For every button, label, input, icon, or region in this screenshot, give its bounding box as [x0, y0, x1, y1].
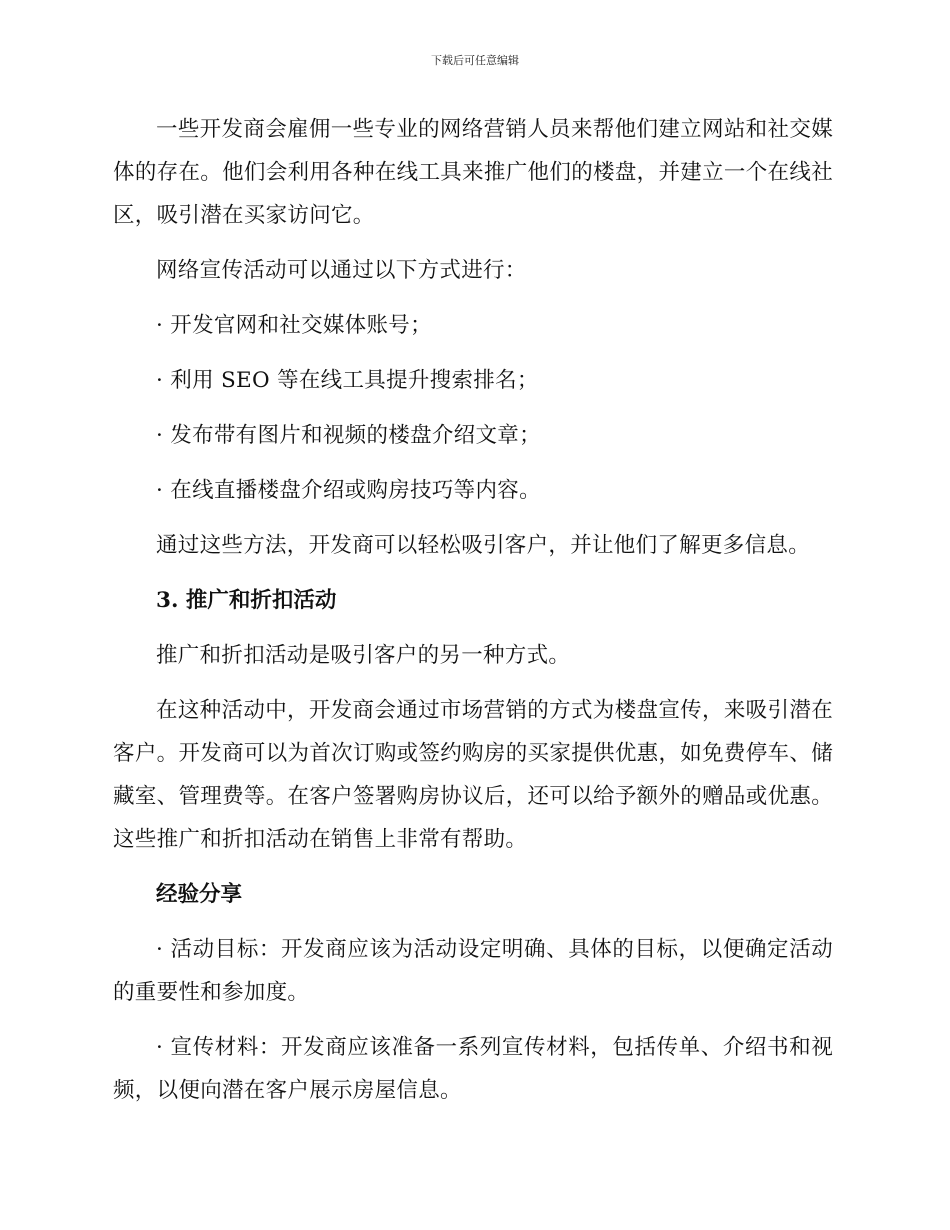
- bullet-articles: · 发布带有图片和视频的楼盘介绍文章；: [156, 423, 541, 448]
- paragraph-promotions-detail: 在这种活动中，开发商会通过市场营销的方式为楼盘宣传，来吸引潜在客户。开发商可以为首次订购或签约购房的买家提供优惠，如免费停车、储藏室、管理费等。在客户签署购房协议后，还可以给予额外的赠品或优惠。这些推广和折扣活动在销售上非常有帮助。: [113, 698, 833, 852]
- page-header: 下载后可任意编辑: [431, 54, 519, 67]
- paragraph-online-methods-intro: 网络宣传活动可以通过以下方式进行：: [156, 258, 527, 283]
- bullet-seo: · 利用 SEO 等在线工具提升搜索排名；: [156, 368, 539, 393]
- paragraph-online-marketers: 一些开发商会雇佣一些专业的网络营销人员来帮他们建立网站和社交媒体的存在。他们会利用各种在线工具来推广他们的楼盘，并建立一个在线社区，吸引潜在买家访问它。: [113, 117, 833, 228]
- paragraph-promotions-intro: 推广和折扣活动是吸引客户的另一种方式。: [156, 643, 571, 668]
- bullet-activity-goals: · 活动目标：开发商应该为活动设定明确、具体的目标，以便确定活动的重要性和参加度。: [113, 937, 833, 1005]
- bullet-promo-materials: · 宣传材料：开发商应该准备一系列宣传材料，包括传单、介绍书和视频，以便向潜在客户展示房屋信息。: [113, 1035, 833, 1103]
- section-heading-promotions: 3. 推广和折扣活动: [156, 588, 337, 613]
- bullet-livestream: · 在线直播楼盘介绍或购房技巧等内容。: [156, 478, 541, 503]
- bullet-official-site: · 开发官网和社交媒体账号；: [156, 313, 432, 338]
- document-body: [113, 108, 833, 1124]
- section-heading-experience: 经验分享: [156, 882, 243, 907]
- paragraph-methods-summary: 通过这些方法，开发商可以轻松吸引客户，并让他们了解更多信息。: [156, 533, 811, 558]
